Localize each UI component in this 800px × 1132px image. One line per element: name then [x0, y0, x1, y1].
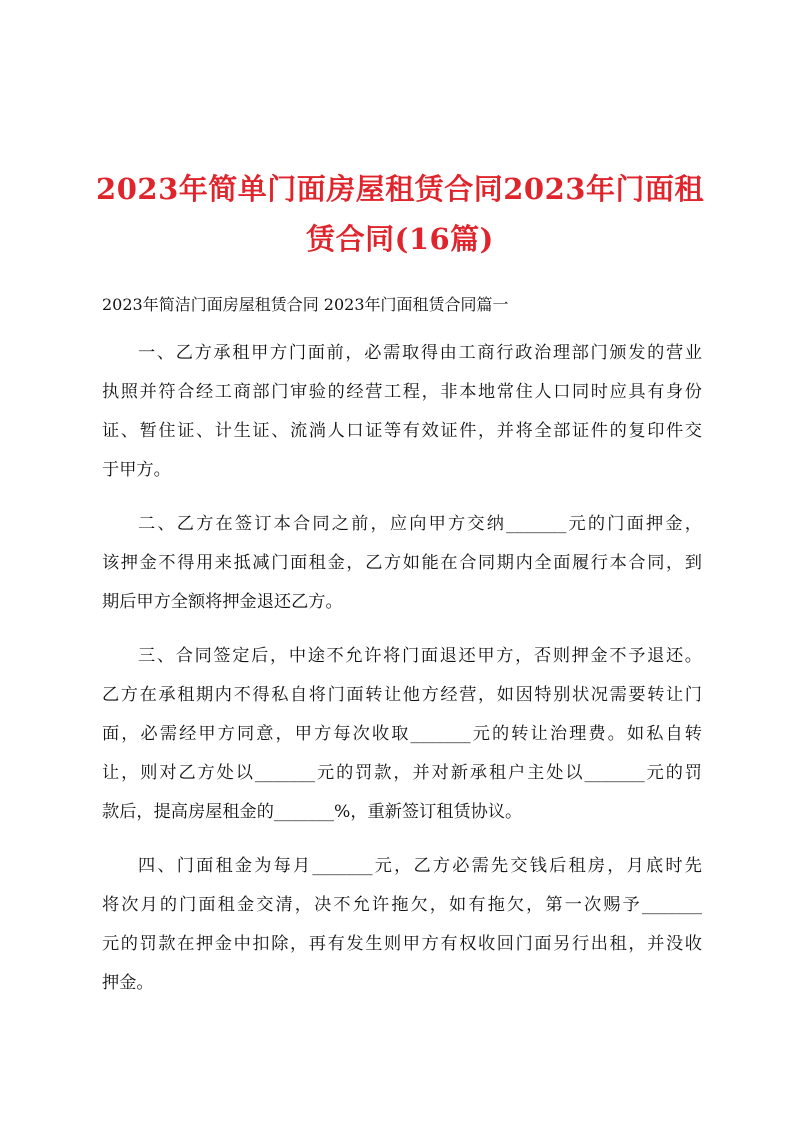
- text-line: 证、暂住证、计生证、流淌人口证等有效证件，并将全部证件的复印件交: [102, 421, 702, 441]
- text-line: 三、合同签定后，中途不允许将门面退还甲方，否则押金不予退还。: [138, 646, 702, 666]
- text-line: 款后，提高房屋租金的_______%，重新签订租赁协议。: [102, 802, 523, 822]
- title-line: 2023年简单门面房屋租赁合同2023年门面租: [96, 172, 704, 206]
- section-heading: 2023年简洁门面房屋租赁合同 2023年门面租赁合同篇一: [102, 295, 509, 314]
- text-line: 乙方在承租期内不得私自将门面转让他方经营，如因特别状况需要转让门: [102, 685, 702, 705]
- text-line: 押金。: [102, 973, 154, 993]
- text-line: 面，必需经甲方同意，甲方每次收取_______元的转让治理费。如私自转: [102, 724, 702, 744]
- document-title: [95, 164, 705, 264]
- text-line: 一、乙方承租甲方门面前，必需取得由工商行政治理部门颁发的营业: [138, 343, 702, 363]
- text-line: 将次月的门面租金交清，决不允许拖欠，如有拖欠，第一次赐予_______: [102, 895, 702, 915]
- clause-paragraph-2: [102, 505, 702, 622]
- text-line: 于甲方。: [102, 460, 171, 480]
- text-line: 执照并符合经工商部门审验的经营工程，非本地常住人口同时应具有身份: [102, 382, 702, 402]
- text-line: 让，则对乙方处以_______元的罚款，并对新承租户主处以_______元的罚: [102, 763, 702, 783]
- text-line: 四、门面租金为每月_______元，乙方必需先交钱后租房，月底时先: [138, 856, 702, 876]
- text-line: 该押金不得用来抵减门面租金，乙方如能在合同期内全面履行本合同，到: [102, 553, 702, 573]
- text-line: 元的罚款在押金中扣除，再有发生则甲方有权收回门面另行出租，并没收: [102, 934, 702, 954]
- clause-paragraph-3: [102, 637, 702, 832]
- clause-paragraph-1: [102, 334, 702, 490]
- text-line: 二、乙方在签订本合同之前，应向甲方交纳_______元的门面押金，: [138, 514, 702, 534]
- contract-body: [102, 334, 702, 1018]
- title-line: 赁合同(16篇): [306, 222, 494, 256]
- clause-paragraph-4: [102, 847, 702, 1003]
- text-line: 期后甲方全额将押金退还乙方。: [102, 592, 343, 612]
